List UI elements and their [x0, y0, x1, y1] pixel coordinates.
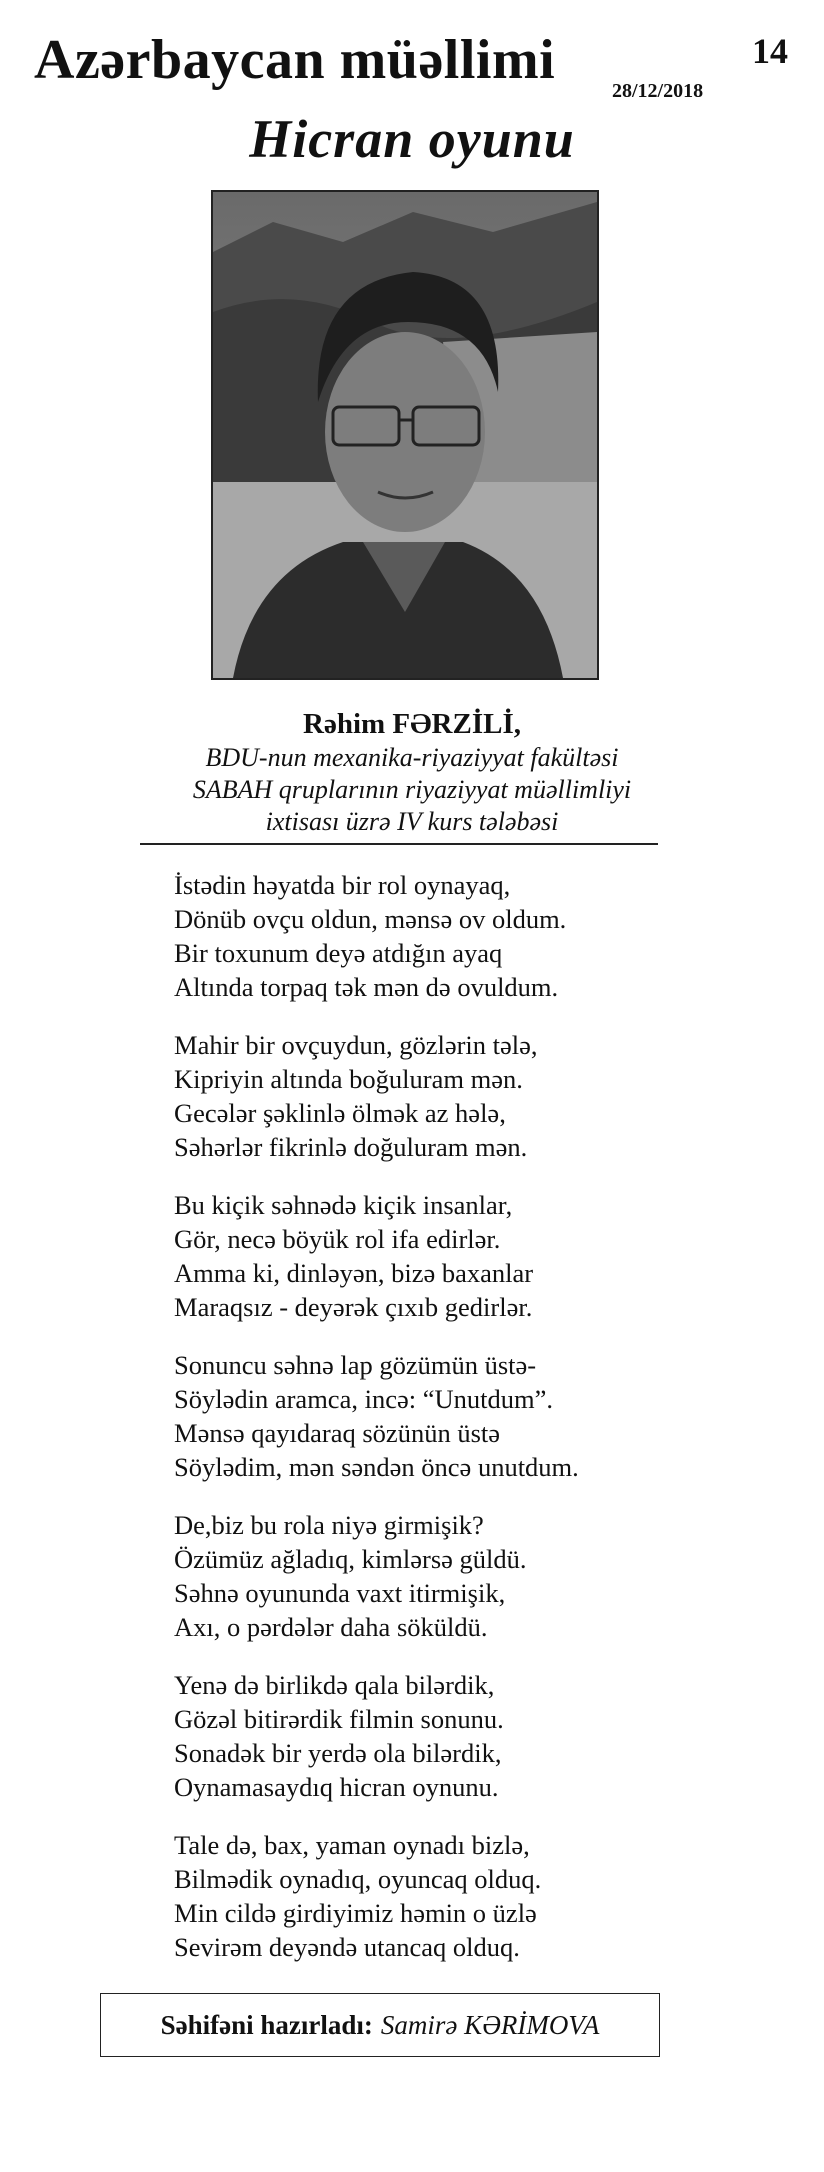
issue-date: 28/12/2018: [612, 80, 704, 102]
poem-line: Gözəl bitirərdik filmin sonunu.: [174, 1704, 504, 1734]
poem-title: Hicran oyunu: [249, 109, 575, 169]
poem-line: Səhərlər fikrinlə doğuluram mən.: [174, 1132, 528, 1162]
author-info: [0, 706, 824, 838]
poem-line: Axı, o pərdələr daha söküldü.: [174, 1612, 488, 1642]
poem-line: Sonadək bir yerdə ola bilərdik,: [174, 1738, 502, 1768]
author-description-line: ixtisası üzrə IV kurs tələbəsi: [265, 807, 559, 836]
poem-line: Yenə də birlikdə qala bilərdik,: [174, 1670, 495, 1700]
divider: [140, 843, 658, 845]
poem-stanza: [174, 868, 734, 1004]
author-description-line: BDU-nun mexanika-riyaziyyat fakültəsi: [205, 743, 619, 772]
poem-line: Altında torpaq tək mən də ovuldum.: [174, 972, 559, 1002]
poem-line: Gecələr şəklinlə ölmək az hələ,: [174, 1098, 506, 1128]
credit-name: Samirə KƏRİMOVA: [380, 2009, 600, 2040]
author-photo: [211, 190, 599, 680]
poem-line: Söylədin aramca, incə: “Unutdum”.: [174, 1384, 553, 1414]
page-number: 14: [752, 31, 788, 71]
poem-body: [174, 868, 734, 1988]
poem-line: Söylədim, mən səndən öncə unutdum.: [174, 1452, 579, 1482]
poem-line: Mənsə qayıdaraq sözünün üstə: [174, 1418, 501, 1448]
author-portrait-icon: [213, 192, 597, 678]
poem-line: Bilmədik oynadıq, oyuncaq olduq.: [174, 1864, 542, 1894]
poem-stanza: [174, 1028, 734, 1164]
poem-line: Kipriyin altında boğuluram mən.: [174, 1064, 523, 1094]
poem-line: Mahir bir ovçuydun, gözlərin tələ,: [174, 1030, 538, 1060]
poem-line: Bu kiçik səhnədə kiçik insanlar,: [174, 1190, 513, 1220]
poem-line: De,biz bu rola niyə girmişik?: [174, 1510, 484, 1540]
poem-stanza: [174, 1668, 734, 1804]
newspaper-masthead: Azərbaycan müəllimi: [34, 29, 556, 91]
author-name: Rəhim FƏRZİLİ,: [303, 708, 521, 740]
poem-line: Bir toxunum deyə atdığın ayaq: [174, 938, 503, 968]
poem-line: Sonuncu səhnə lap gözümün üstə-: [174, 1350, 537, 1380]
credit-label: Səhifəni hazırladı:: [160, 2009, 373, 2040]
poem-stanza: [174, 1828, 734, 1964]
poem-line: Səhnə oyununda vaxt itirmişik,: [174, 1578, 506, 1608]
poem-line: Min cildə girdiyimiz həmin o üzlə: [174, 1898, 537, 1928]
poem-line: Sevirəm deyəndə utancaq olduq.: [174, 1932, 520, 1962]
poem-line: Özümüz ağladıq, kimlərsə güldü.: [174, 1544, 527, 1574]
poem-line: İstədin həyatda bir rol oynayaq,: [174, 870, 511, 900]
poem-stanza: [174, 1508, 734, 1644]
poem-line: Dönüb ovçu oldun, mənsə ov oldum.: [174, 904, 567, 934]
poem-line: Gör, necə böyük rol ifa edirlər.: [174, 1224, 501, 1254]
poem-line: Oynamasaydıq hicran oynunu.: [174, 1772, 499, 1802]
page-credit: [100, 1993, 660, 2057]
poem-line: Maraqsız - deyərək çıxıb gedirlər.: [174, 1292, 533, 1322]
poem-stanza: [174, 1188, 734, 1324]
poem-line: Tale də, bax, yaman oynadı bizlə,: [174, 1830, 530, 1860]
poem-line: Amma ki, dinləyən, bizə baxanlar: [174, 1258, 534, 1288]
author-description-line: SABAH qruplarının riyaziyyat müəllimliyi: [192, 775, 632, 804]
poem-stanza: [174, 1348, 734, 1484]
